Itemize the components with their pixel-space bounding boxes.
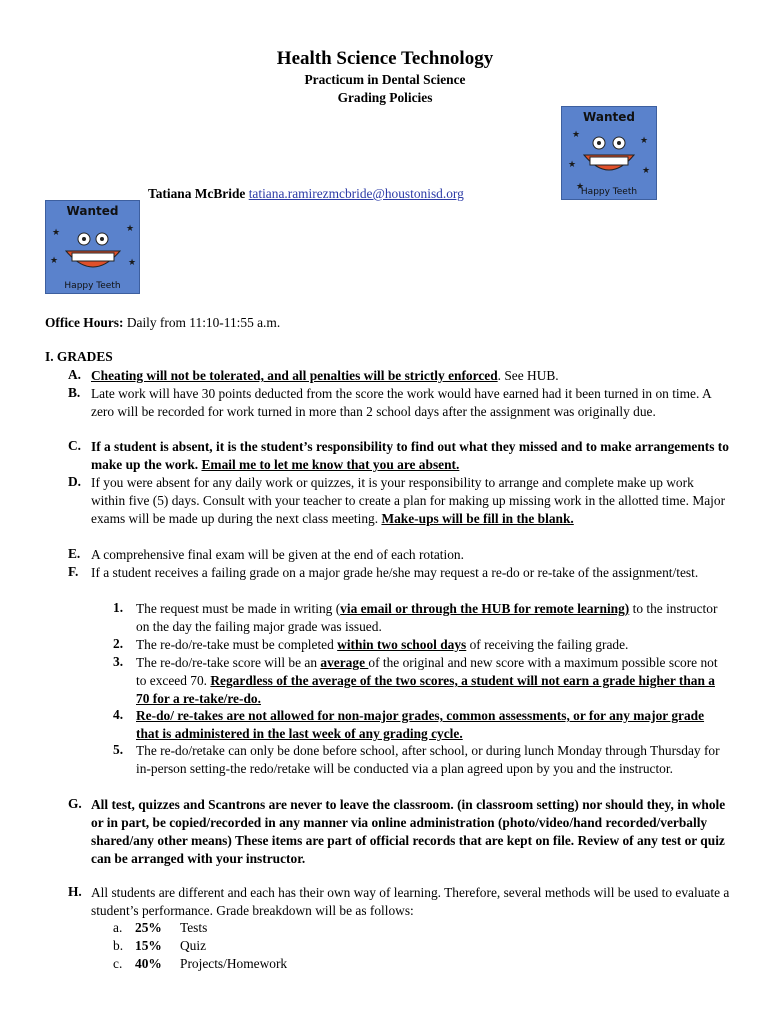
sub-3-text-a: The re-do/re-take score will be an bbox=[136, 655, 321, 670]
sub-1-bold-underline: via email or through the HUB for remote learning) bbox=[340, 601, 630, 616]
item-a-rest: . See HUB. bbox=[497, 368, 559, 383]
item-c bbox=[91, 438, 731, 474]
svg-text:★: ★ bbox=[52, 227, 61, 237]
instructor-name: Tatiana McBride bbox=[148, 186, 246, 201]
item-c-marker: C. bbox=[68, 438, 82, 453]
item-g: All test, quizzes and Scantrons are never to leave the classroom. (in classroom setting) nor should they, in whole or in part, be copied/recorded in any manner via online administration (photo/video/hand recorded/verbally shared/any other means) These items are part of official records that are kept on file. Review of any test or quiz can be arranged with your instructor. bbox=[91, 797, 726, 866]
logo-wanted-text: Wanted bbox=[66, 204, 119, 218]
item-a bbox=[91, 367, 731, 385]
item-b-marker: B. bbox=[68, 385, 81, 400]
instructor-email-link[interactable]: tatiana.ramirezmcbride@houstonisd.org bbox=[248, 186, 464, 201]
sub-4: Re-do/ re-takes are not allowed for non-major grades, common assessments, or for any major grade that is administered in the last week of any grading cycle. bbox=[136, 708, 705, 741]
office-hours bbox=[45, 315, 280, 331]
item-d-marker: D. bbox=[68, 474, 82, 489]
sub-5: The re-do/retake can only be done before school, after school, or during lunch Monday through Thursday for in-person setting-the redo/retake will be conducted via a plan agreed upon by you and the instructor. bbox=[136, 743, 720, 776]
item-c-bold-underline: Email me to let me know that you are absent. bbox=[201, 457, 460, 472]
logo-tagline: Happy Teeth bbox=[580, 187, 638, 197]
sub-2-bold-underline: within two school days bbox=[337, 637, 467, 652]
sub-3-bold-underline: average bbox=[320, 655, 369, 670]
logo-tagline: Happy Teeth bbox=[64, 281, 121, 291]
svg-text:★: ★ bbox=[50, 255, 59, 265]
happy-teeth-logo-left bbox=[45, 200, 140, 294]
breakdown-percent: 40% bbox=[135, 956, 162, 971]
svg-text:★: ★ bbox=[642, 165, 651, 175]
section-heading-grades: I. GRADES bbox=[45, 349, 113, 364]
item-h-marker: H. bbox=[68, 884, 82, 899]
sub-3-bold-underline-2: Regardless of the average of the two scores, a student will not earn a grade higher than a 70 for a re-take/re-do. bbox=[136, 673, 715, 706]
breakdown-percent: 15% bbox=[135, 938, 162, 953]
breakdown-label: Quiz bbox=[180, 938, 207, 953]
item-c-bold: If a student is absent, it is the student’s responsibility to find out what they missed and to make arrangements to make up the work. bbox=[91, 439, 729, 472]
svg-text:★: ★ bbox=[128, 257, 137, 267]
tooth-face-icon bbox=[562, 107, 656, 199]
sub-5-marker: 5. bbox=[113, 742, 124, 757]
svg-text:★: ★ bbox=[576, 181, 585, 191]
item-h: All students are different and each has their own way of learning. Therefore, several methods will be used to evaluate a student’s performance. Grade breakdown will be as follows: bbox=[91, 885, 730, 918]
breakdown-percent: 25% bbox=[135, 920, 162, 935]
instructor-line bbox=[148, 186, 464, 202]
sub-1-text-a: The request must be made in writing ( bbox=[136, 601, 341, 616]
breakdown-row-c bbox=[113, 956, 288, 972]
item-a-bold: Cheating will not be tolerated, and all penalties will be strictly enforced bbox=[91, 368, 498, 383]
item-g-marker: G. bbox=[68, 796, 82, 811]
sub-2-marker: 2. bbox=[113, 636, 124, 651]
sub-1 bbox=[136, 600, 726, 636]
office-hours-label: Office Hours: bbox=[45, 315, 124, 330]
item-e: A comprehensive final exam will be given at the end of each rotation. bbox=[91, 547, 464, 562]
tooth-face-icon bbox=[46, 201, 139, 293]
item-d-bold-underline: Make-ups will be fill in the blank. bbox=[381, 511, 574, 526]
breakdown-label: Tests bbox=[180, 920, 208, 935]
item-d bbox=[91, 474, 731, 528]
item-e-marker: E. bbox=[68, 546, 81, 561]
document-subtitle-2: Grading Policies bbox=[337, 90, 433, 105]
svg-text:★: ★ bbox=[640, 135, 649, 145]
sub-3 bbox=[136, 654, 726, 708]
sub-2 bbox=[136, 636, 726, 654]
breakdown-row-a bbox=[113, 920, 208, 936]
svg-text:★: ★ bbox=[572, 129, 581, 139]
breakdown-marker: a. bbox=[113, 920, 123, 935]
item-a-marker: A. bbox=[68, 367, 82, 382]
item-f-marker: F. bbox=[68, 564, 79, 579]
sub-3-marker: 3. bbox=[113, 654, 124, 669]
document-subtitle-1: Practicum in Dental Science bbox=[304, 72, 466, 87]
sub-2-text-b: of receiving the failing grade. bbox=[466, 637, 629, 652]
happy-teeth-logo-right bbox=[561, 106, 657, 200]
breakdown-marker: b. bbox=[113, 938, 124, 953]
breakdown-row-b bbox=[113, 938, 207, 954]
sub-1-text-b: to the instructor on the day the failing major grade was issued. bbox=[136, 601, 718, 634]
logo-wanted-text: Wanted bbox=[583, 110, 635, 124]
sub-1-marker: 1. bbox=[113, 600, 124, 615]
sub-2-text-a: The re-do/re-take must be completed bbox=[136, 637, 338, 652]
svg-text:★: ★ bbox=[126, 223, 135, 233]
sub-4-marker: 4. bbox=[113, 707, 124, 722]
item-b: Late work will have 30 points deducted from the score the work would have earned had it been turned in on time. A zero will be recorded for work turned in more than 2 school days after the assignment was originally due. bbox=[91, 386, 711, 419]
svg-text:★: ★ bbox=[568, 159, 577, 169]
item-d-text: If you were absent for any daily work or quizzes, it is your responsibility to arrange and complete make up work within five (5) days. Consult with your teacher to create a plan for making up missing work in the allotted time. Major exams will be made up during the next class meeting. bbox=[91, 475, 726, 526]
item-f: If a student receives a failing grade on a major grade he/she may request a re-do or re-take of the assignment/test. bbox=[91, 565, 699, 580]
breakdown-marker: c. bbox=[113, 956, 123, 971]
breakdown-label: Projects/Homework bbox=[180, 956, 288, 971]
sub-3-text-b: of the original and new score with a maximum possible score not to exceed 70. bbox=[136, 655, 718, 688]
document-title: Health Science Technology bbox=[276, 48, 494, 69]
office-hours-value: Daily from 11:10-11:55 a.m. bbox=[126, 315, 281, 330]
